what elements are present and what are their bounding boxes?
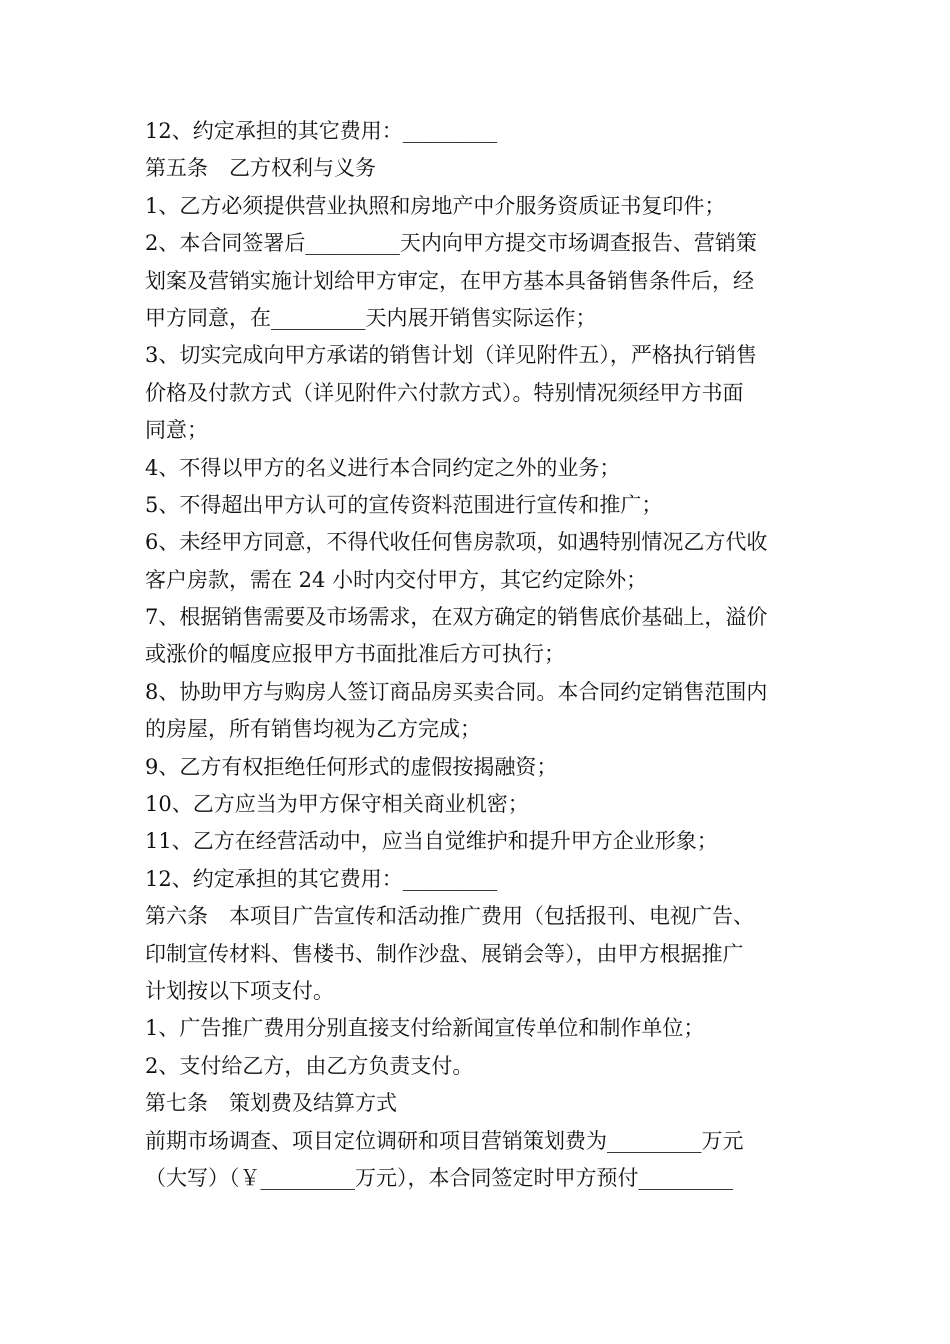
section-heading: 第七条 策划费及结算方式: [145, 1091, 397, 1116]
text-line: 3、切实完成向甲方承诺的销售计划（详见附件五），严格执行销售: [145, 343, 757, 368]
text-line: 6、未经甲方同意，不得代收任何售房款项，如遇特别情况乙方代收: [145, 530, 768, 555]
text-line: 5、不得超出甲方认可的宣传资料范围进行宣传和推广；: [145, 492, 663, 517]
text-line: 划案及营销实施计划给甲方审定，在甲方基本具备销售条件后，经: [145, 268, 754, 293]
text-line: 12、约定承担的其它费用：_________: [145, 119, 498, 143]
text-line: 2、支付给乙方，由乙方负责支付。: [145, 1053, 474, 1078]
text-line: （大写）（￥_________万元），本合同签定时甲方预付_________: [145, 1165, 733, 1190]
text-line: 价格及付款方式（详见附件六付款方式）。特别情况须经甲方书面: [145, 380, 744, 405]
text-line: 甲方同意，在_________天内展开销售实际运作；: [145, 305, 597, 330]
text-line: 前期市场调查、项目定位调研和项目营销策划费为_________万元: [145, 1128, 744, 1153]
text-line: 11、乙方在经营活动中，应当自觉维护和提升甲方企业形象；: [145, 829, 718, 854]
section-heading: 第五条 乙方权利与义务: [145, 156, 376, 181]
text-line: 4、不得以甲方的名义进行本合同约定之外的业务；: [145, 455, 621, 480]
text-line: 印制宣传材料、售楼书、制作沙盘、展销会等），由甲方根据推广: [145, 941, 744, 966]
text-line: 2、本合同签署后_________天内向甲方提交市场调查报告、营销策: [145, 231, 757, 256]
text-line: 的房屋，所有销售均视为乙方完成；: [145, 717, 481, 742]
text-line: 同意；: [145, 418, 208, 443]
text-line: 1、广告推广费用分别直接支付给新闻宣传单位和制作单位；: [145, 1016, 705, 1041]
text-line: 7、根据销售需要及市场需求，在双方确定的销售底价基础上，溢价: [145, 605, 768, 630]
contract-text: [145, 113, 810, 1197]
text-line: 1、乙方必须提供营业执照和房地产中介服务资质证书复印件；: [145, 193, 726, 218]
text-line: 8、协助甲方与购房人签订商品房买卖合同。本合同约定销售范围内: [145, 679, 768, 704]
text-line: 12、约定承担的其它费用：_________: [145, 866, 498, 891]
text-line: 计划按以下项支付。: [145, 978, 334, 1003]
text-line: 9、乙方有权拒绝任何形式的虚假按揭融资；: [145, 754, 558, 779]
section-heading: 第六条 本项目广告宣传和活动推广费用（包括报刊、电视广告、: [145, 904, 754, 929]
text-line: 客户房款，需在 24 小时内交付甲方，其它约定除外；: [145, 567, 648, 592]
text-line: 或涨价的幅度应报甲方书面批准后方可执行；: [145, 642, 565, 667]
text-line: 10、乙方应当为甲方保守相关商业机密；: [145, 792, 529, 817]
